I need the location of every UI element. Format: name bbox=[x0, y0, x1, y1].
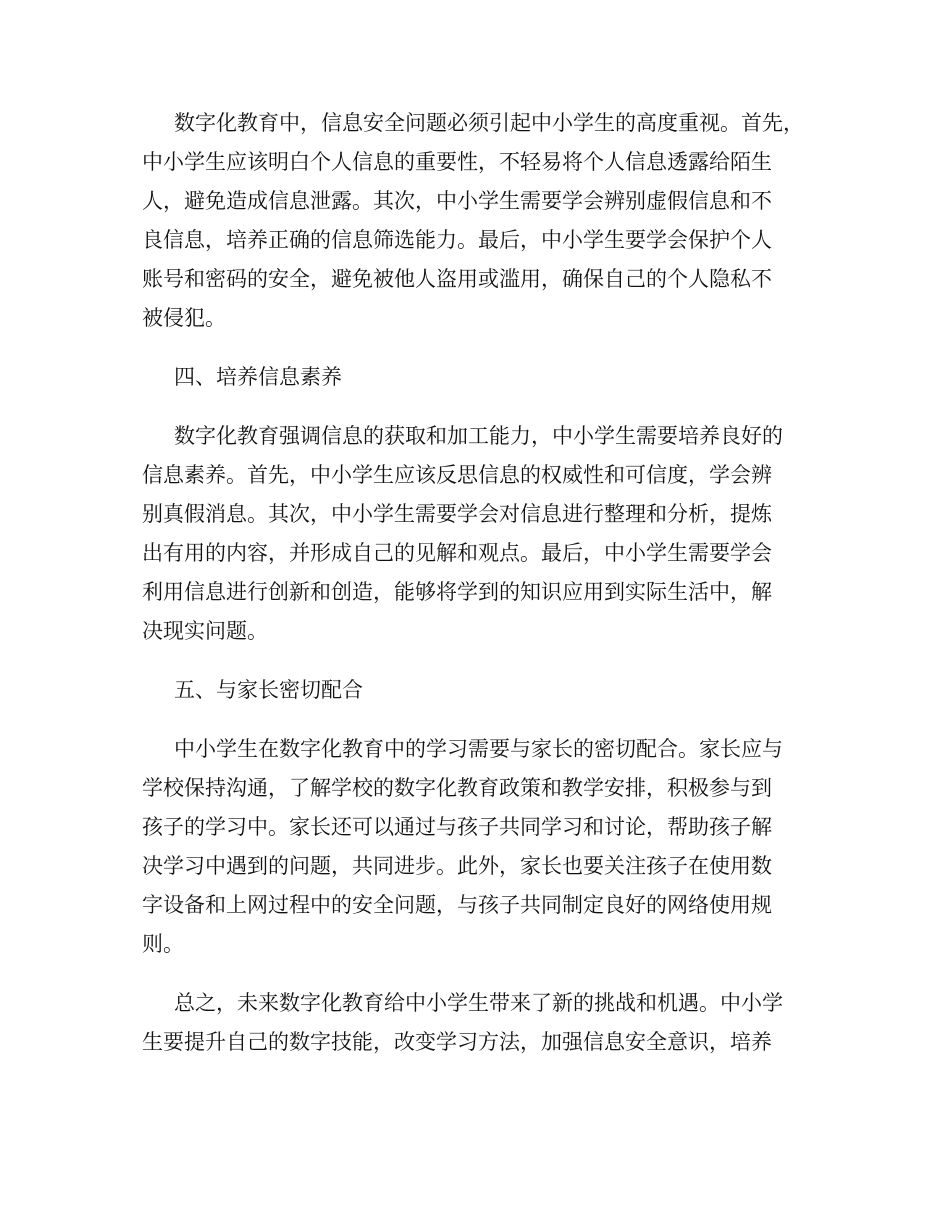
text-line: 别真假消息。其次，中小学生需要学会对信息进行整理和分析，提炼 bbox=[142, 502, 772, 526]
section-heading-4 bbox=[142, 358, 808, 397]
heading-text: 五、与家长密切配合 bbox=[174, 678, 363, 702]
heading-text: 四、培养信息素养 bbox=[174, 365, 342, 389]
paragraph-information-literacy bbox=[142, 417, 808, 651]
text-line: 中小学生在数字化教育中的学习需要与家长的密切配合。家长应与 bbox=[174, 737, 783, 761]
text-line: 数字化教育中，信息安全问题必须引起中小学生的高度重视。首先， bbox=[174, 111, 804, 135]
text-line: 被侵犯。 bbox=[142, 306, 226, 330]
text-line: 总之，未来数字化教育给中小学生带来了新的挑战和机遇。中小学 bbox=[174, 991, 783, 1015]
paragraph-summary bbox=[142, 984, 808, 1062]
text-line: 字设备和上网过程中的安全问题，与孩子共同制定良好的网络使用规 bbox=[142, 893, 772, 917]
spacer bbox=[142, 338, 808, 358]
text-line: 信息素养。首先，中小学生应该反思信息的权威性和可信度，学会辨 bbox=[142, 463, 772, 487]
text-line: 账号和密码的安全，避免被他人盗用或滥用，确保自己的个人隐私不 bbox=[142, 267, 772, 291]
text-line: 学校保持沟通，了解学校的数字化教育政策和教学安排，积极参与到 bbox=[142, 776, 772, 800]
spacer bbox=[142, 964, 808, 984]
text-line: 人，避免造成信息泄露。其次，中小学生需要学会辨别虚假信息和不 bbox=[142, 189, 772, 213]
text-line: 则。 bbox=[142, 932, 184, 956]
text-line: 中小学生应该明白个人信息的重要性，不轻易将个人信息透露给陌生 bbox=[142, 150, 772, 174]
text-line: 孩子的学习中。家长还可以通过与孩子共同学习和讨论，帮助孩子解 bbox=[142, 815, 772, 839]
text-line: 出有用的内容，并形成自己的见解和观点。最后，中小学生需要学会 bbox=[142, 541, 772, 565]
text-line: 决现实问题。 bbox=[142, 619, 268, 643]
text-line: 生要提升自己的数字技能，改变学习方法，加强信息安全意识，培养 bbox=[142, 1030, 772, 1054]
paragraph-information-security bbox=[142, 104, 808, 338]
document-body bbox=[142, 104, 808, 1062]
section-heading-5 bbox=[142, 671, 808, 710]
text-line: 良信息，培养正确的信息筛选能力。最后，中小学生要学会保护个人 bbox=[142, 228, 772, 252]
text-line: 数字化教育强调信息的获取和加工能力，中小学生需要培养良好的 bbox=[174, 424, 783, 448]
text-line: 决学习中遇到的问题，共同进步。此外，家长也要关注孩子在使用数 bbox=[142, 854, 772, 878]
paragraph-parent-cooperation bbox=[142, 730, 808, 964]
spacer bbox=[142, 710, 808, 730]
text-line: 利用信息进行创新和创造，能够将学到的知识应用到实际生活中，解 bbox=[142, 580, 772, 604]
spacer bbox=[142, 651, 808, 671]
spacer bbox=[142, 397, 808, 417]
